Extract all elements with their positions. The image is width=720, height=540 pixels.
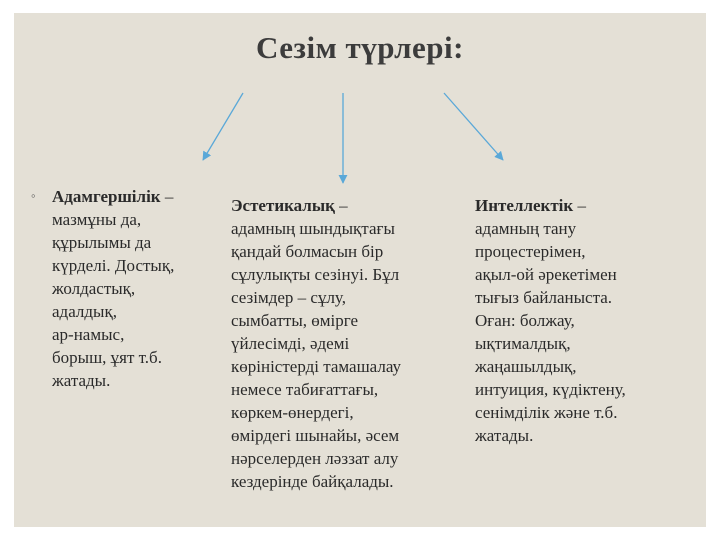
column-line: көріністерді тамашалау bbox=[231, 357, 402, 376]
column-line: сезімдер – сұлу, bbox=[231, 288, 346, 307]
circle-bullet-icon: ◦ bbox=[31, 188, 36, 203]
column-line: сұлулықты сезінуі. Бұл bbox=[231, 265, 400, 284]
column-line: Оған: болжау, bbox=[475, 311, 575, 330]
column-dash: – bbox=[573, 196, 586, 215]
column-line: адамның тану bbox=[475, 219, 577, 238]
column-intellectual bbox=[475, 194, 685, 447]
column-dash: – bbox=[334, 196, 348, 215]
column-line: адамның шындықтағы bbox=[231, 219, 395, 238]
column-line: ықтималдық, bbox=[475, 334, 571, 353]
column-line: процестерімен, bbox=[475, 242, 586, 261]
column-line: жатады. bbox=[475, 426, 534, 445]
column-term: Интеллектік bbox=[475, 196, 574, 215]
column-dash: – bbox=[160, 187, 174, 206]
column-line: кездерінде байқалады. bbox=[231, 472, 394, 491]
column-line: немесе табиғаттағы, bbox=[231, 380, 379, 399]
column-moral bbox=[52, 185, 220, 392]
column-line: ар-намыс, bbox=[52, 325, 125, 344]
column-line: жатады. bbox=[52, 371, 111, 390]
column-line: борыш, ұят т.б. bbox=[52, 348, 162, 367]
column-line: жолдастық, bbox=[52, 279, 136, 298]
column-line: күрделі. Достық, bbox=[52, 256, 175, 275]
column-term: Адамгершілік bbox=[52, 187, 161, 206]
arrow-right bbox=[444, 93, 503, 160]
column-line: үйлесімді, әдемі bbox=[231, 334, 350, 353]
column-term: Эстетикалық bbox=[231, 196, 335, 215]
column-line: мазмұны да, bbox=[52, 210, 142, 229]
column-line: адалдық, bbox=[52, 302, 117, 321]
column-line: тығыз байланыста. bbox=[475, 288, 613, 307]
column-aesthetic bbox=[231, 194, 451, 493]
column-line: интуиция, күдіктену, bbox=[475, 380, 626, 399]
column-line: сенімділік және т.б. bbox=[475, 403, 618, 422]
column-line: құрылымы да bbox=[52, 233, 152, 252]
page-title: Сезім түрлері: bbox=[256, 30, 464, 65]
column-line: жаңашылдық, bbox=[475, 357, 577, 376]
column-line: көркем-өнердегі, bbox=[231, 403, 354, 422]
column-line: ақыл-ой әрекетімен bbox=[475, 265, 617, 284]
arrow-left bbox=[203, 93, 243, 160]
column-line: нәрселерден ләззат алу bbox=[231, 449, 399, 468]
column-line: өмірдегі шынайы, әсем bbox=[231, 426, 400, 445]
column-line: қандай болмасын бір bbox=[231, 242, 384, 261]
column-line: сымбатты, өмірге bbox=[231, 311, 359, 330]
